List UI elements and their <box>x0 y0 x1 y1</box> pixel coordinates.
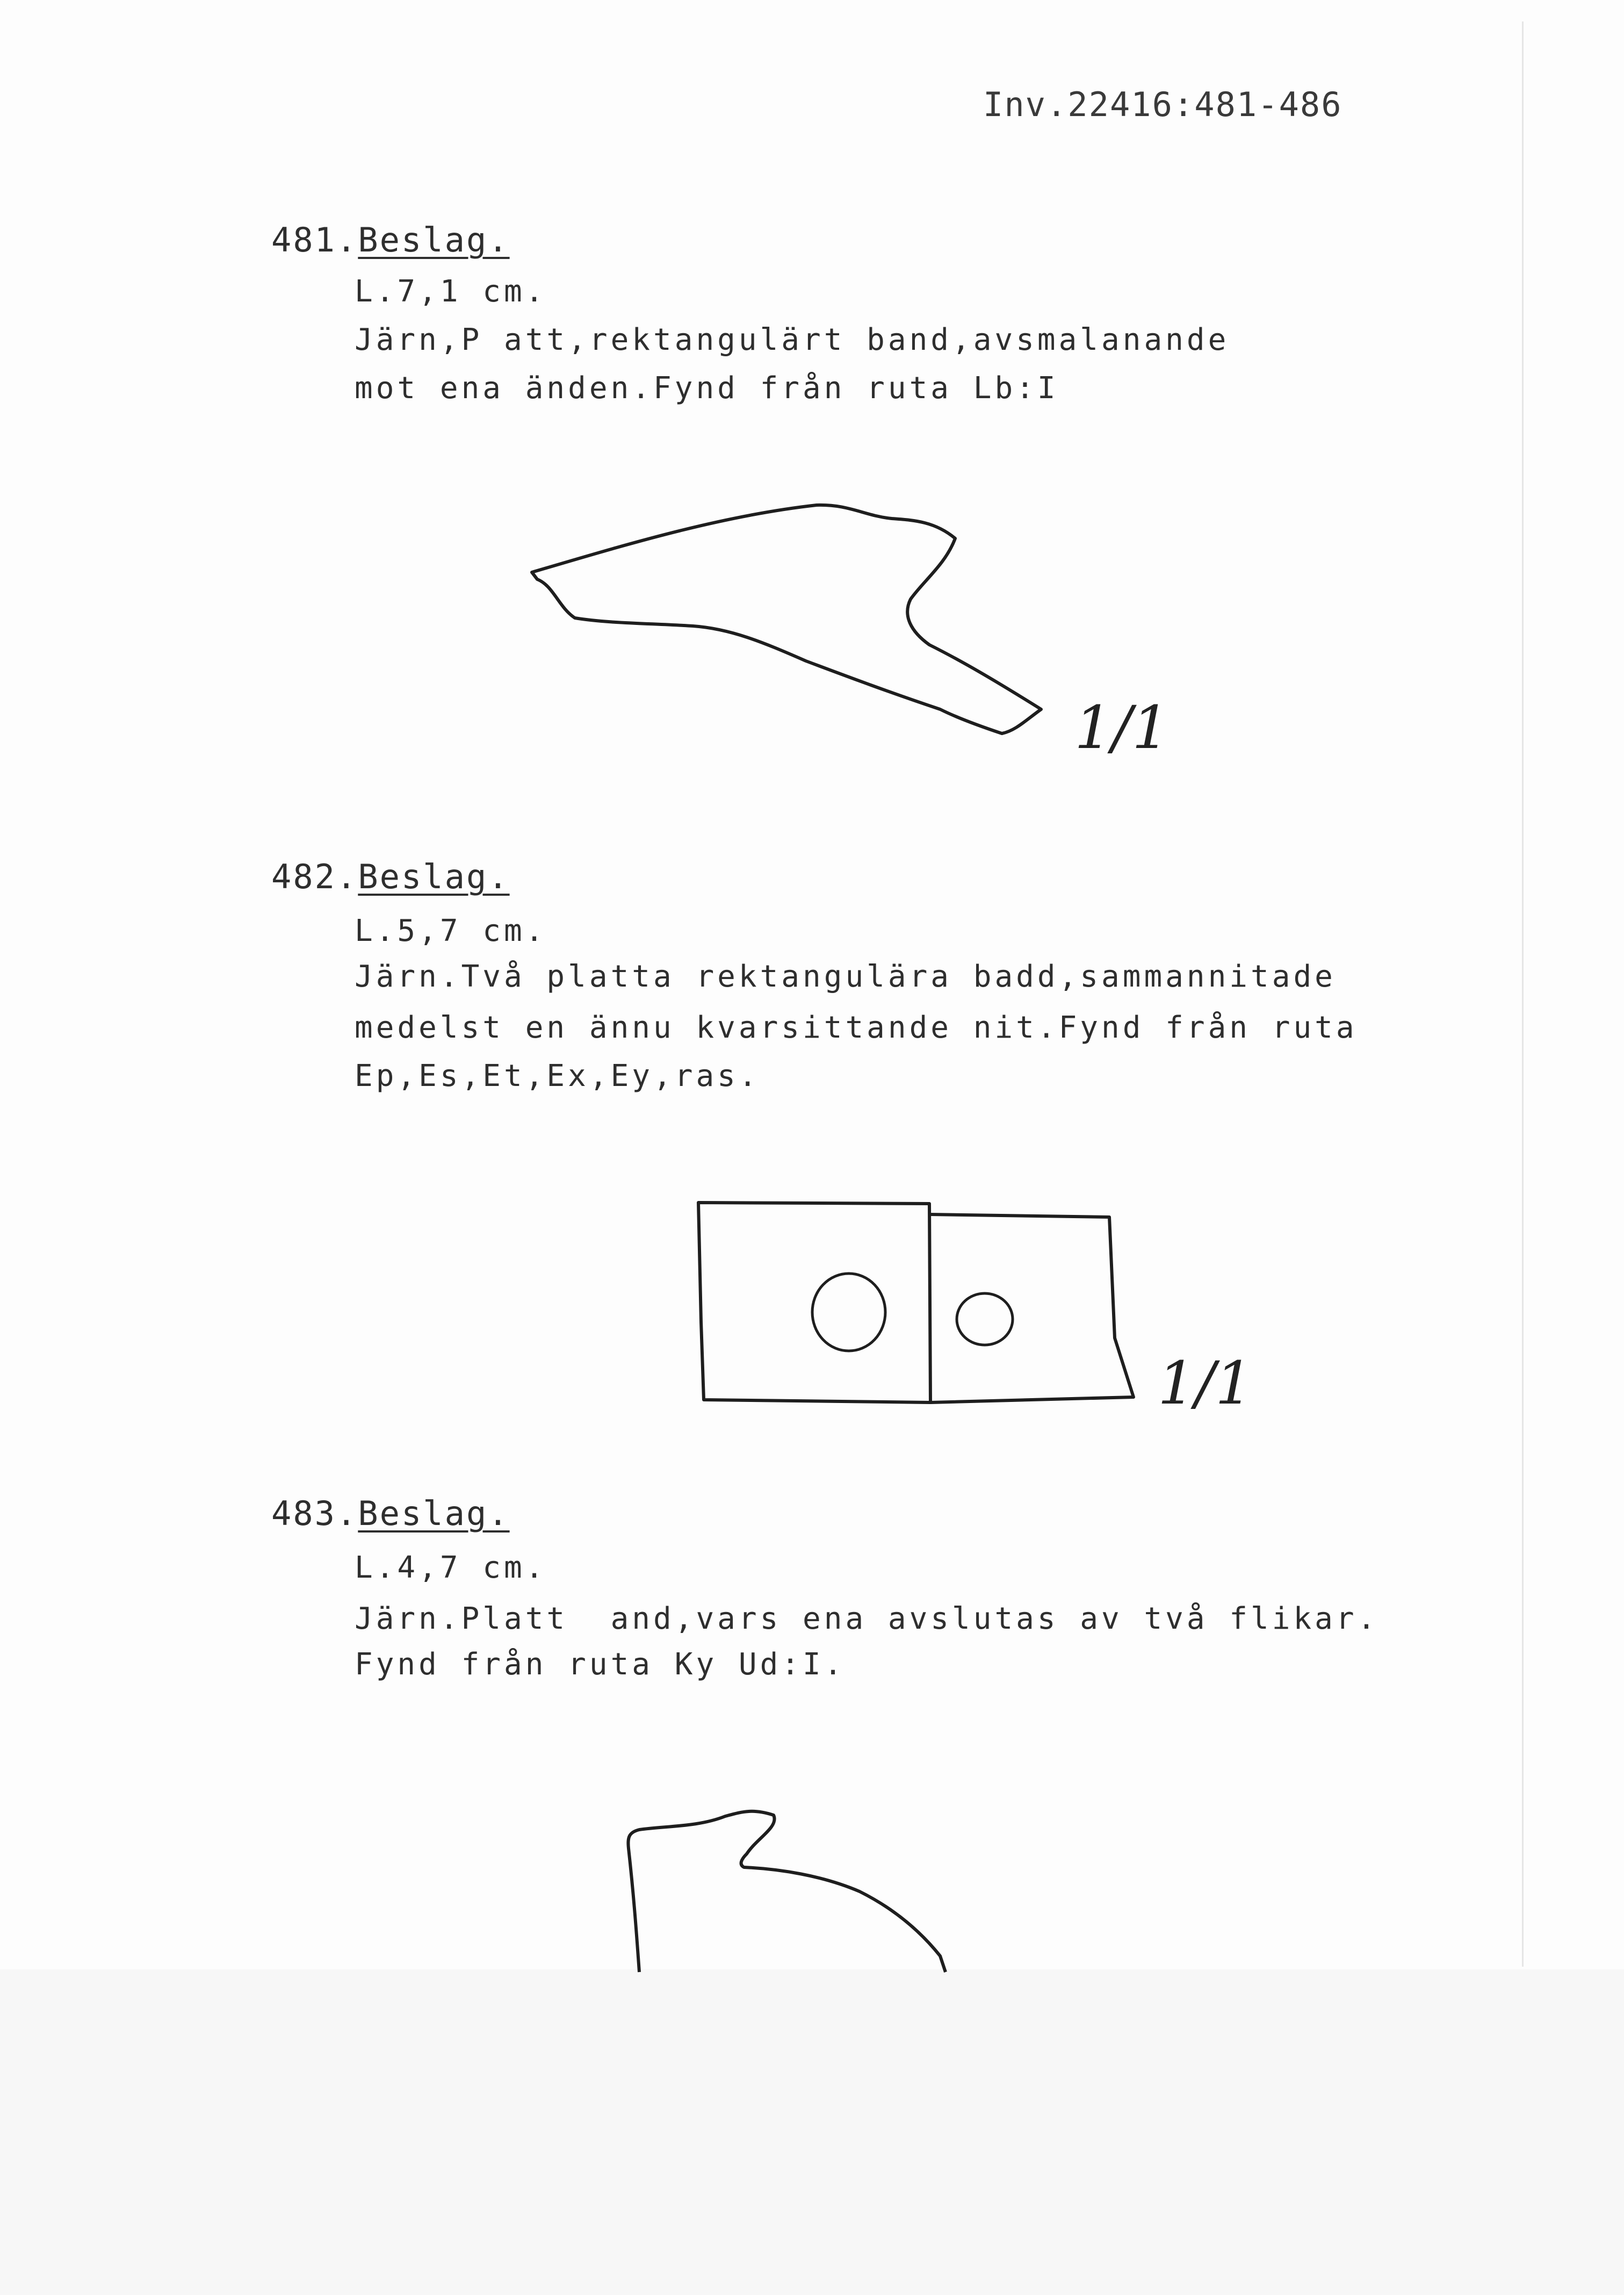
entry-483-heading <box>271 1494 510 1533</box>
scan-edge-line <box>1522 21 1524 1967</box>
entry-481-line-2: mot ena änden.Fynd från ruta Lb:I <box>355 371 1059 406</box>
entry-482-line-1: Järn.Två platta rektangulära badd,sammannitade <box>355 959 1336 994</box>
entry-482-length: L.5,7 cm. <box>355 913 547 948</box>
entry-481-length: L.7,1 cm. <box>355 274 547 309</box>
inventory-number: Inv.22416:481-486 <box>983 85 1342 124</box>
entry-483-title: Beslag. <box>358 1494 510 1533</box>
entry-482-line-3: Ep,Es,Et,Ex,Ey,ras. <box>355 1059 760 1093</box>
entry-483-line-1: Järn.Platt and,vars ena avslutas av två flikar. <box>355 1601 1379 1636</box>
entry-483-line-2: Fynd från ruta Ky Ud:I. <box>355 1647 846 1682</box>
entry-481-line-1: Järn,P att,rektangulärt band,avsmalanande <box>355 322 1230 357</box>
entry-482-title: Beslag. <box>358 857 510 896</box>
entry-481-sketch <box>516 494 1064 774</box>
entry-481-number: 481. <box>271 220 358 260</box>
entry-483-number: 483. <box>271 1494 358 1533</box>
entry-482-sketch <box>688 1193 1150 1419</box>
entry-483-length: L.4,7 cm. <box>355 1550 547 1585</box>
scan-bottom-band <box>0 1969 1624 2295</box>
entry-481-scale: 1/1 <box>1074 693 1170 762</box>
entry-481-title: Beslag. <box>358 220 510 260</box>
entry-481-heading <box>271 220 510 260</box>
entry-482-line-2: medelst en ännu kvarsittande nit.Fynd från ruta <box>355 1010 1358 1045</box>
entry-482-number: 482. <box>271 857 358 896</box>
entry-482-scale: 1/1 <box>1158 1349 1253 1418</box>
entry-482-heading <box>271 857 510 896</box>
entry-483-sketch <box>618 1805 983 1977</box>
